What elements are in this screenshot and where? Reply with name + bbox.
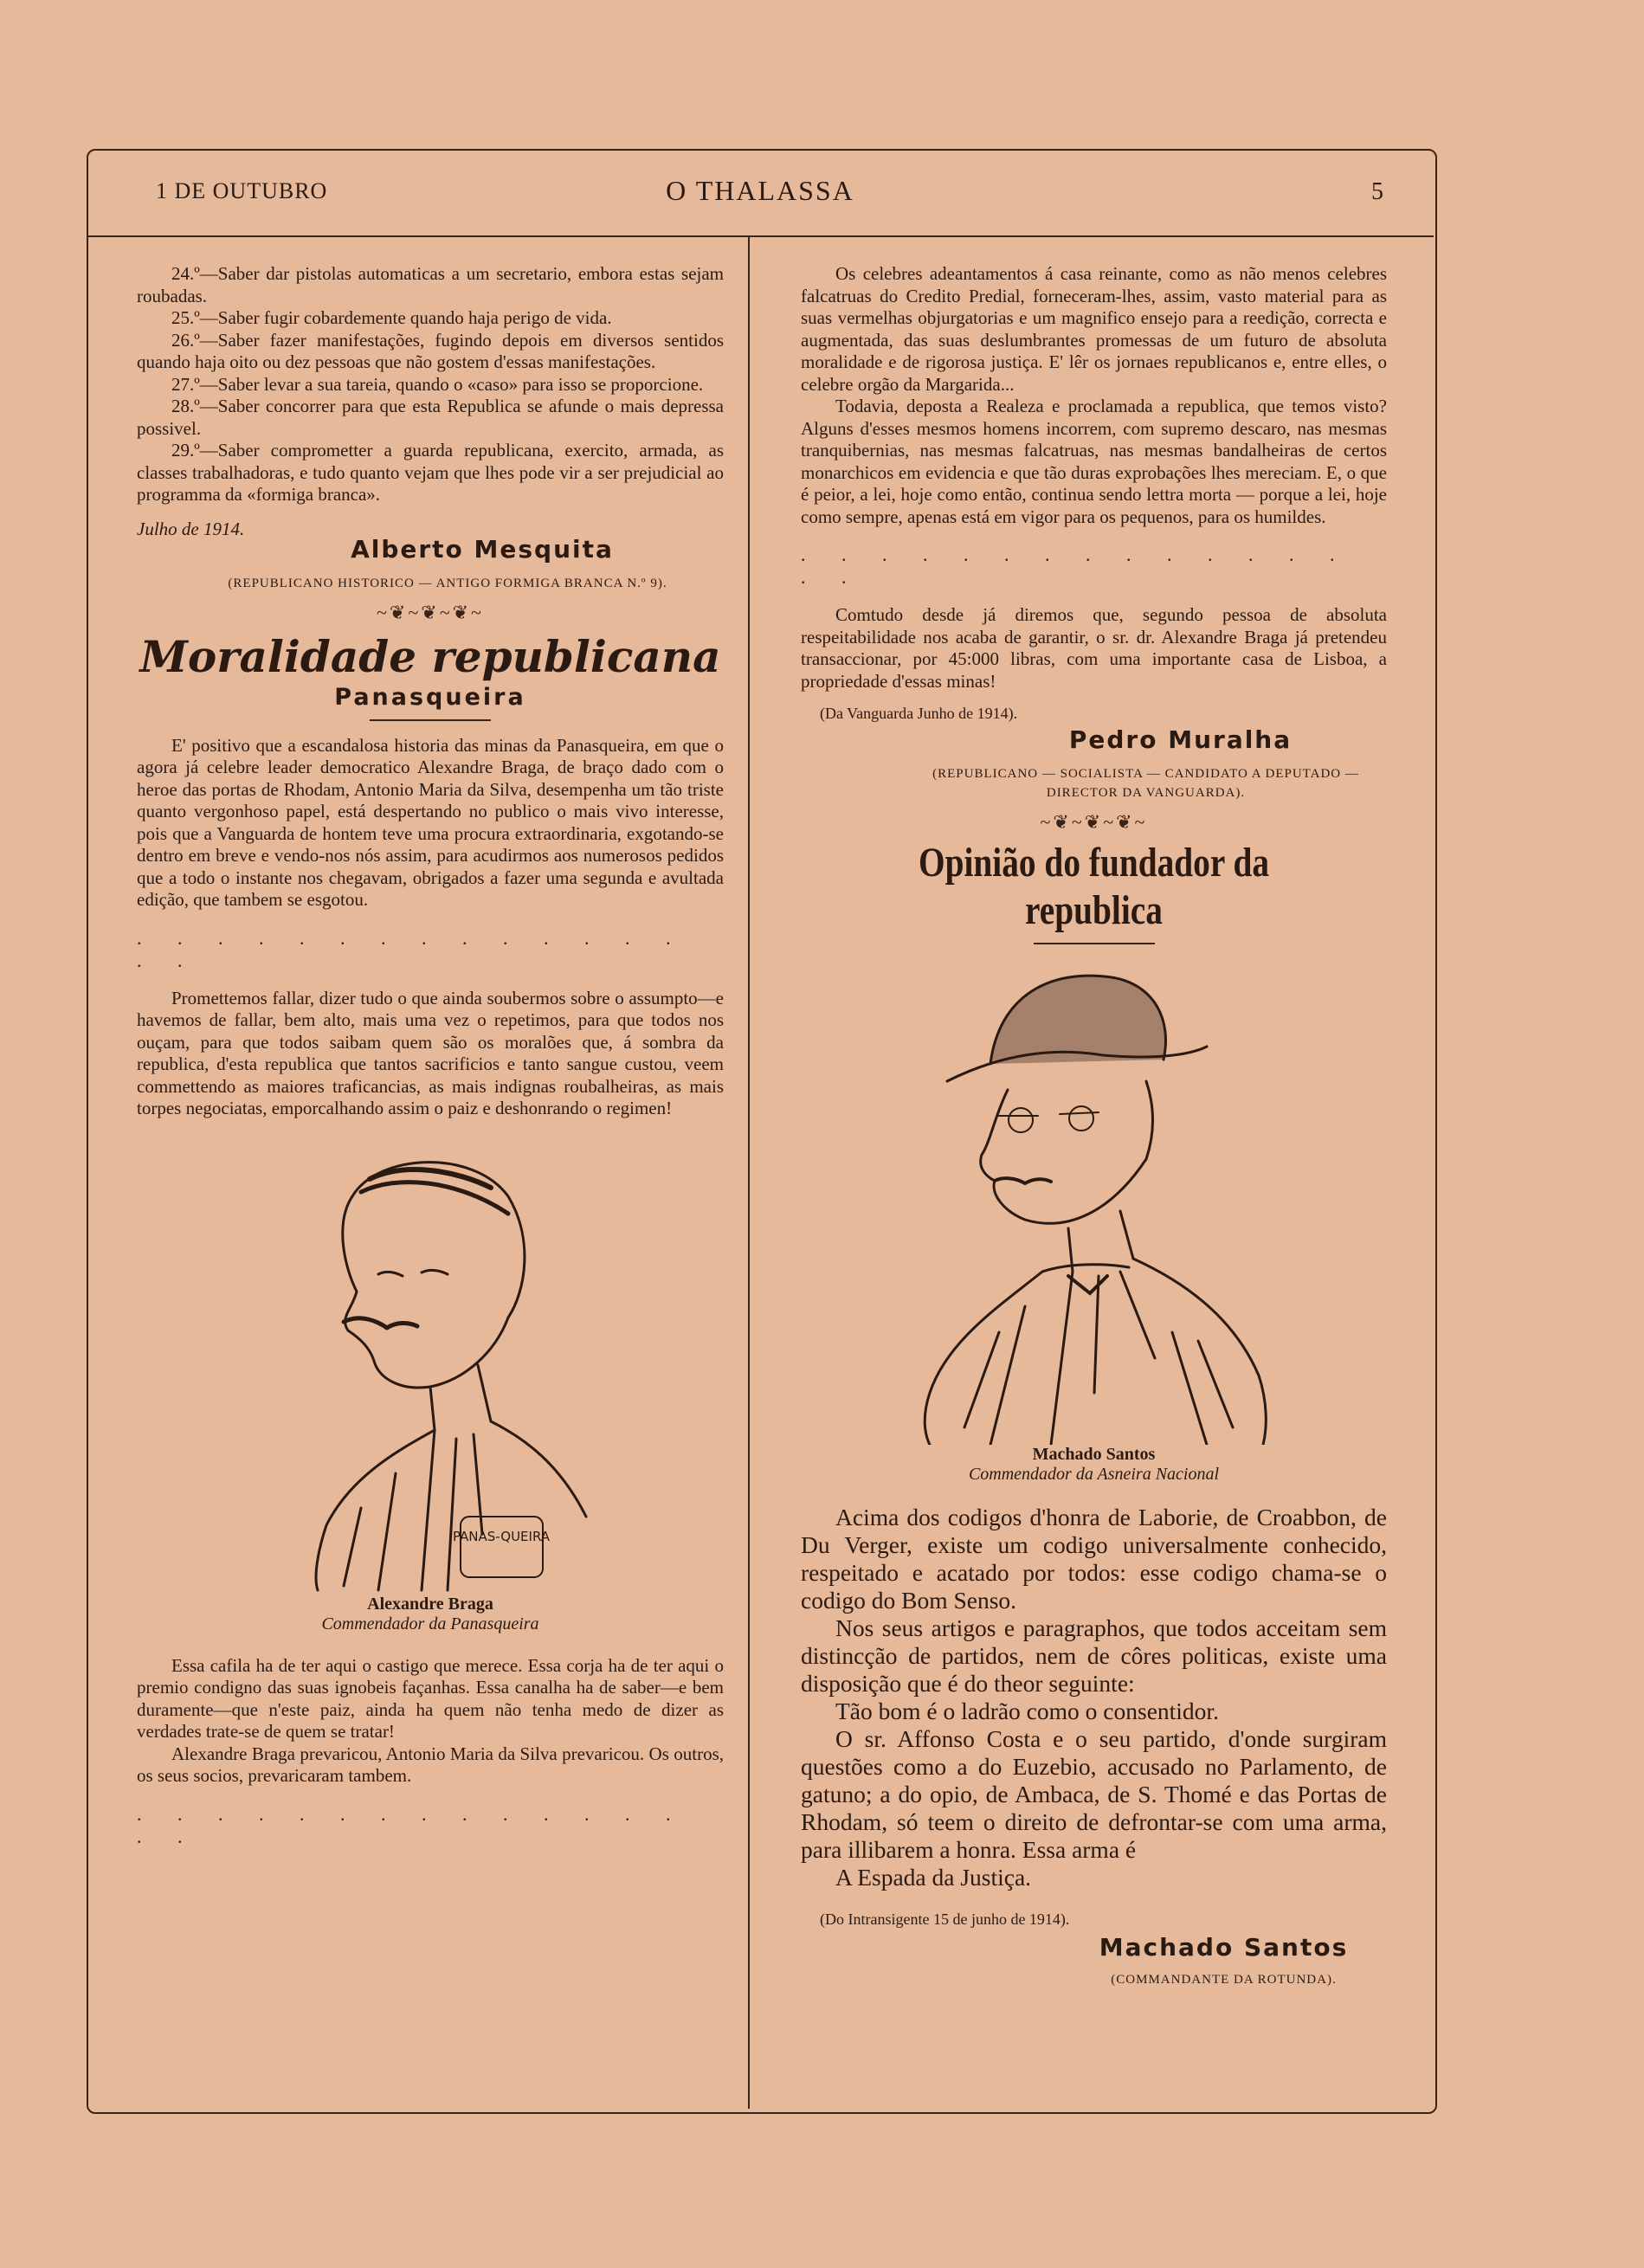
list-item: 28.º—Saber concorrer para que esta Republica se afunde o mais depressa possivel.: [137, 396, 724, 439]
title-rule: [1034, 943, 1155, 944]
list-item: 27.º—Saber levar a sua tareia, quando o «caso» para isso se proporcione.: [171, 373, 704, 395]
left-column: [137, 263, 724, 1864]
article-paragraph: Promettemos fallar, dizer tudo o que ainda soubermos sobre o assumpto—e havemos de fallar, bem alto, mais uma vez o repetimos, para que todos nos ouçam, para que todos saibam quem são os moralões que, á sombra da republica, d'esta republica que tantos sacrificios e tanto sangue custou, veem commettendo as maiores traficancias, as mais indignas roubalheiras, as mais torpes negociatas, emporcalhando assim o paiz e deshonrando o regimen!: [137, 987, 724, 1118]
list-item: 29.º—Saber comprometter a guarda republicana, exercito, armada, as classes trabalhadoras, e tudo quanto vejam que lhes pode vir a ser prejudicial ao programma da «formiga branca».: [137, 440, 724, 505]
article-paragraph: E' positivo que a escandalosa historia das minas da Panasqueira, em que o agora já celebre leader democratico Alexandre Braga, de braço dado com o heroe das portas de Rhodam, Antonio Maria da Silva, desempenha um tão triste quanto vergonhoso papel, está despertando no publico o mais vivo interesse, pois que a Vanguarda de hontem teve uma procura extraordinaria, exgotando-se dentro em breve e vendo-nos nós assim, para acudirmos aos numerosos pedidos que a todo o instante nos chegavam, obrigados a fazer uma segunda e avultada edição, que tambem se esgotou.: [137, 734, 724, 910]
author-affiliation: (REPUBLICANO HISTORICO — ANTIGO FORMIGA BRANCA N.º 9).: [228, 576, 667, 590]
ornament-divider: ~❦~❦~❦~: [1040, 811, 1148, 833]
portrait-machado-santos: [895, 960, 1293, 1445]
ornament-divider: ~❦~❦~❦~: [377, 601, 484, 623]
page-number: 5: [1371, 178, 1383, 205]
title-rule: [370, 719, 491, 721]
portrait-caption-name: Alexandre Braga: [367, 1594, 493, 1614]
article-paragraph: Comtudo desde já diremos que, segundo pessoa de absoluta respeitabilidade nos acaba de garantir, o sr. dr. Alexandre Braga já pretendeu transaccionar, por 45:000 libras, com uma importante casa de Lisboa, a propriedade d'essas minas!: [801, 604, 1387, 692]
right-column: [801, 263, 1387, 1989]
source-citation: (Da Vanguarda Junho de 1914).: [820, 705, 1018, 722]
caricature-drawing: [248, 1144, 612, 1595]
author-signature: Pedro Muralha: [1068, 725, 1293, 754]
newspaper-title: O THALASSA: [666, 175, 854, 206]
dots-separator: . . . . . . . . . . . . . . . .: [137, 1802, 687, 1847]
author-signature: Machado Santos: [1099, 1933, 1349, 1962]
article-paragraph: Nos seus artigos e paragraphos, que todos acceitam sem distincção de partidos, nem de côres politicas, existe uma disposição que é do theor seguinte:: [801, 1614, 1387, 1697]
portrait-caption-title: Commendador da Panasqueira: [321, 1614, 539, 1633]
article-paragraph: Os celebres adeantamentos á casa reinante, como as não menos celebres falcatruas do Credito Predial, forneceram-lhes, assim, vasto material para as suas vermelhas objurgatorias e um magnifico ensejo para a reedição, correcta e augmentada, das suas deslumbrantes promessas de um futuro de absoluta moralidade e de rigorosa justiça. E' lêr os jornaes republicanos e, entre elles, o celebre orgão da Margarida...: [801, 263, 1387, 395]
list-item: 24.º—Saber dar pistolas automaticas a um secretario, embora estas sejam roubadas.: [137, 263, 724, 306]
author-signature: Alberto Mesquita: [351, 534, 614, 564]
dots-separator: . . . . . . . . . . . . . . . .: [801, 544, 1351, 588]
article-paragraph: Essa cafila ha de ter aqui o castigo que merece. Essa corja ha de ter aqui o premio condigno das suas ignobeis façanhas. Essa canalha ha de saber—e bem duramente—que n'este paiz, ainda ha quem não tenha medo de dizer as verdades trate-se de quem se tratar!: [137, 1654, 724, 1742]
section-title: Opinião do fundador da republica: [918, 840, 1270, 933]
list-item: 26.º—Saber fazer manifestações, fugindo depois em diversos sentidos quando haja oito ou dez pessoas que não gostem d'essas manifestações.: [137, 329, 724, 372]
portrait-tag-label: PANAS-QUEIRA: [452, 1528, 551, 1544]
header-date: 1 DE OUTUBRO: [156, 178, 328, 203]
portrait-caption-name: Machado Santos: [1032, 1445, 1156, 1464]
article-paragraph: A Espada da Justiça.: [835, 1864, 1032, 1891]
opinion-article: [801, 1504, 1387, 1891]
column-divider: [748, 237, 750, 2109]
section-subtitle: Panasqueira: [334, 683, 526, 711]
list-item: 25.º—Saber fugir cobardemente quando haja perigo de vida.: [171, 307, 612, 328]
dots-separator: . . . . . . . . . . . . . . . .: [137, 926, 687, 971]
portrait-alexandre-braga: [248, 1144, 612, 1595]
source-citation: (Do Intransigente 15 de junho de 1914).: [820, 1910, 1070, 1928]
portrait-caption-title: Commendador da Asneira Nacional: [968, 1465, 1220, 1484]
page-header: [87, 149, 1434, 237]
article-paragraph: Acima dos codigos d'honra de Laborie, de Croabbon, de Du Verger, existe um codigo universalmente conhecido, respeitado e acatado por todos: esse codigo chama-se o codigo do Bom Senso.: [801, 1504, 1387, 1614]
author-affiliation: (REPUBLICANO — SOCIALISTA — CANDIDATO A DEPUTADO — DIRECTOR DA VANGUARDA).: [932, 767, 1359, 800]
caricature-drawing: [895, 960, 1293, 1445]
article-paragraph: Tão bom é o ladrão como o consentidor.: [835, 1698, 1219, 1724]
article-paragraph: Todavia, deposta a Realeza e proclamada a republica, que temos visto? Alguns d'esses mesmos homens incorrem, com supremo descaro, nas mesmas tranquibernias, nas mesmas falcatruas, nas mesmas bandalheiras de certos monarchicos em evidencia e que tão duras exprobações lhes mereciam. E, o que é peior, a lei, hoje como então, continua sendo lettra morta — porque a lei, hoje como sempre, apenas está em vigor para os pequenos, para os humildes.: [801, 396, 1387, 527]
author-affiliation: (COMMANDANTE DA ROTUNDA).: [1111, 1973, 1337, 1987]
article-paragraph: O sr. Affonso Costa e o seu partido, d'onde surgiram questões como a do Euzebio, accusado no Parlamento, de gatuno; a do opio, de Ambaca, de S. Thomé e das Portas de Rhodam, só teem o direito de defrontar-se com uma arma, para illibarem a honra. Essa arma é: [801, 1725, 1387, 1863]
section-title: Moralidade republicana: [139, 630, 721, 682]
dateline: Julho de 1914.: [137, 518, 245, 539]
article-paragraph: Alexandre Braga prevaricou, Antonio Maria da Silva prevaricou. Os outros, os seus socios, prevaricaram tambem.: [137, 1743, 724, 1786]
